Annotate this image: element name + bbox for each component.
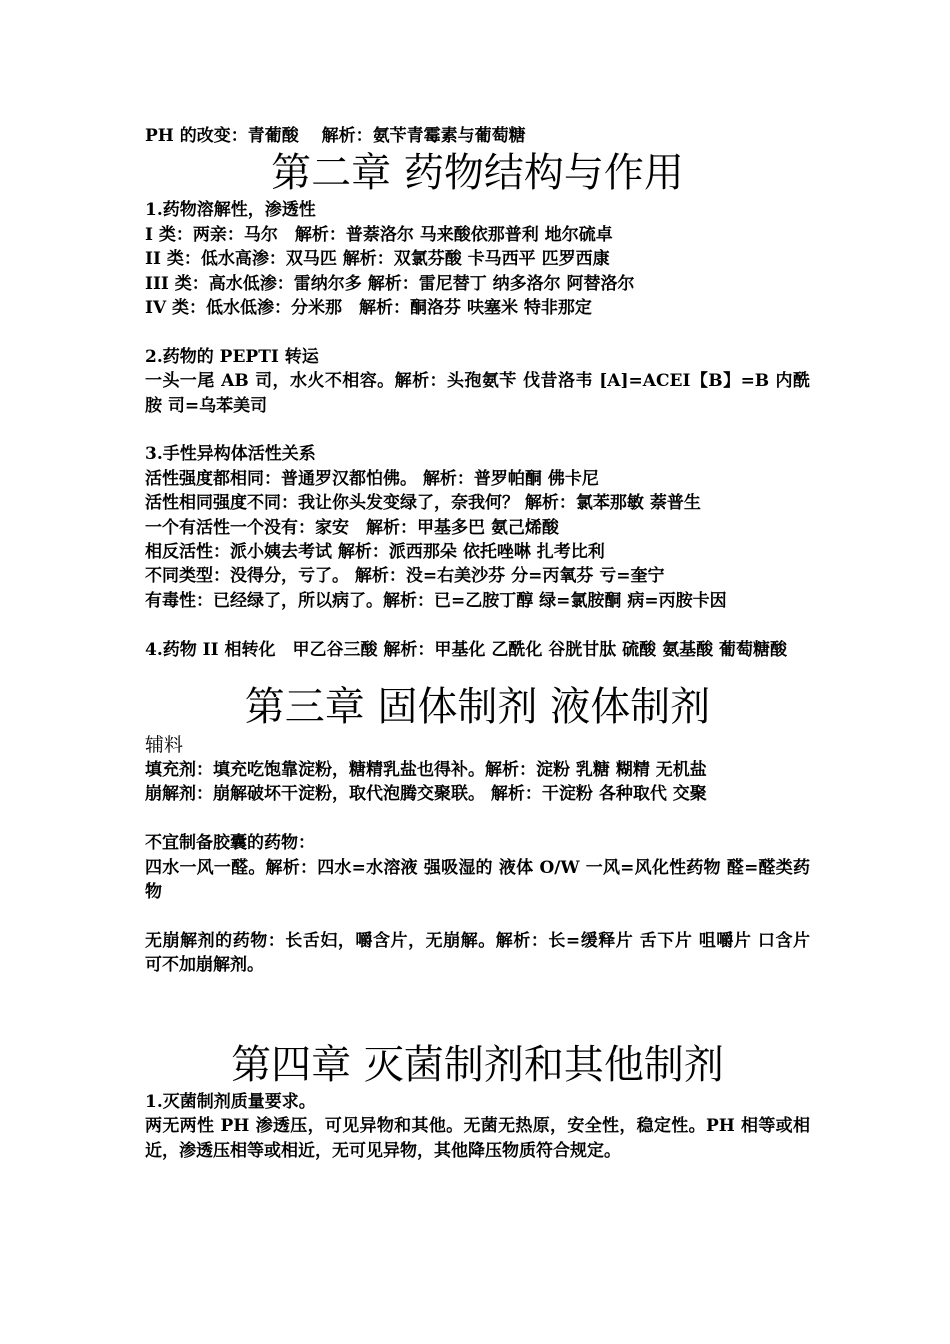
sterile-text: 两无两性 PH 渗透压，可见异物和其他。无菌无热原，安全性，稳定性。PH 相等或相近，渗透压相等或相近，无可见异物，其他降压物质符合规定。 — [145, 1116, 810, 1161]
chirality-line-4: 相反活性：派小姨去考试 解析：派西那朵 依托唑啉 扎考比利 — [145, 542, 605, 563]
chirality-line-5: 不同类型：没得分，亏了。 解析：没=右美沙芬 分=丙氧芬 亏=奎宁 — [145, 566, 665, 587]
spacer — [145, 320, 810, 344]
chapter-3-title: 第三章 固体制剂 液体制剂 — [244, 684, 711, 731]
spacer — [145, 418, 810, 442]
pepti-heading: 2.药物的 PEPTI 转运 — [145, 346, 319, 367]
spacer — [145, 905, 810, 929]
filler-line: 填充剂：填充吃饱靠淀粉，糖精乳盐也得补。解析：淀粉 乳糖 糊精 无机盐 — [145, 760, 707, 781]
class-2-line: II 类：低水高渗：双马匹 解析：双氯芬酸 卡马西平 匹罗西康 — [145, 249, 610, 270]
chirality-line-3: 一个有活性一个没有：家安 解析：甲基多巴 氨己烯酸 — [145, 517, 559, 538]
spacer — [145, 613, 810, 637]
no-disintegrant-text: 无崩解剂的药物：长舌妇，嚼含片，无崩解。解析：长=缓释片 舌下片 咀嚼片 口含片 可不加崩解剂。 — [145, 930, 810, 976]
chirality-line-6: 有毒性：已经绿了，所以病了。解析：已=乙胺丁醇 绿=氯胺酮 病=丙胺卡因 — [145, 590, 727, 611]
excipients-heading: 辅料 — [145, 734, 184, 757]
chirality-heading: 3.手性异构体活性关系 — [145, 444, 316, 465]
ph-change-line: PH 的改变：青葡酸 解析：氨苄青霉素与葡萄糖 — [145, 126, 526, 146]
phase-2-text: 4.药物 II 相转化 甲乙谷三酸 解析：甲基化 乙酰化 谷胱甘肽 硫酸 氨基酸 葡萄糖酸 — [145, 639, 787, 660]
sterile-heading: 1.灭菌制剂质量要求。 — [145, 1091, 316, 1112]
chirality-line-1: 活性强度都相同：普通罗汉都怕佛。 解析：普罗帕酮 佛卡尼 — [145, 468, 599, 489]
disintegrant-line: 崩解剂：崩解破坏干淀粉，取代泡腾交聚联。 解析：干淀粉 各种取代 交聚 — [145, 784, 707, 805]
capsule-text: 四水一风一醛。解析：四水=水溶液 强吸湿的 液体 O/W 一风=风化性药物 醛=醛类药物 — [145, 857, 810, 903]
spacer — [145, 807, 810, 831]
chapter-4-title: 第四章 灭菌制剂和其他制剂 — [231, 1041, 724, 1088]
document-body — [145, 124, 810, 1163]
pepti-text: 一头一尾 AB 司，水火不相容。解析：头孢氨苄 伐昔洛韦 [A]=ACEI【B】=B 内酰胺 司=乌苯美司 — [145, 371, 810, 416]
class-4-line: IV 类：低水低渗：分米那 解析：酮洛芬 呋塞米 特非那定 — [145, 298, 592, 319]
chirality-line-2: 活性相同强度不同：我让你头发变绿了，奈我何？ 解析：氯苯那敏 萘普生 — [145, 493, 701, 514]
solubility-heading: 1.药物溶解性，渗透性 — [145, 200, 316, 221]
capsule-heading: 不宜制备胶囊的药物： — [145, 833, 315, 854]
class-3-line: III 类：高水低渗：雷纳尔多 解析：雷尼替丁 纳多洛尔 阿替洛尔 — [145, 273, 635, 294]
chapter-2-title: 第二章 药物结构与作用 — [271, 150, 684, 197]
class-1-line: I 类：两亲：马尔 解析：普萘洛尔 马来酸依那普利 地尔硫卓 — [145, 224, 613, 245]
